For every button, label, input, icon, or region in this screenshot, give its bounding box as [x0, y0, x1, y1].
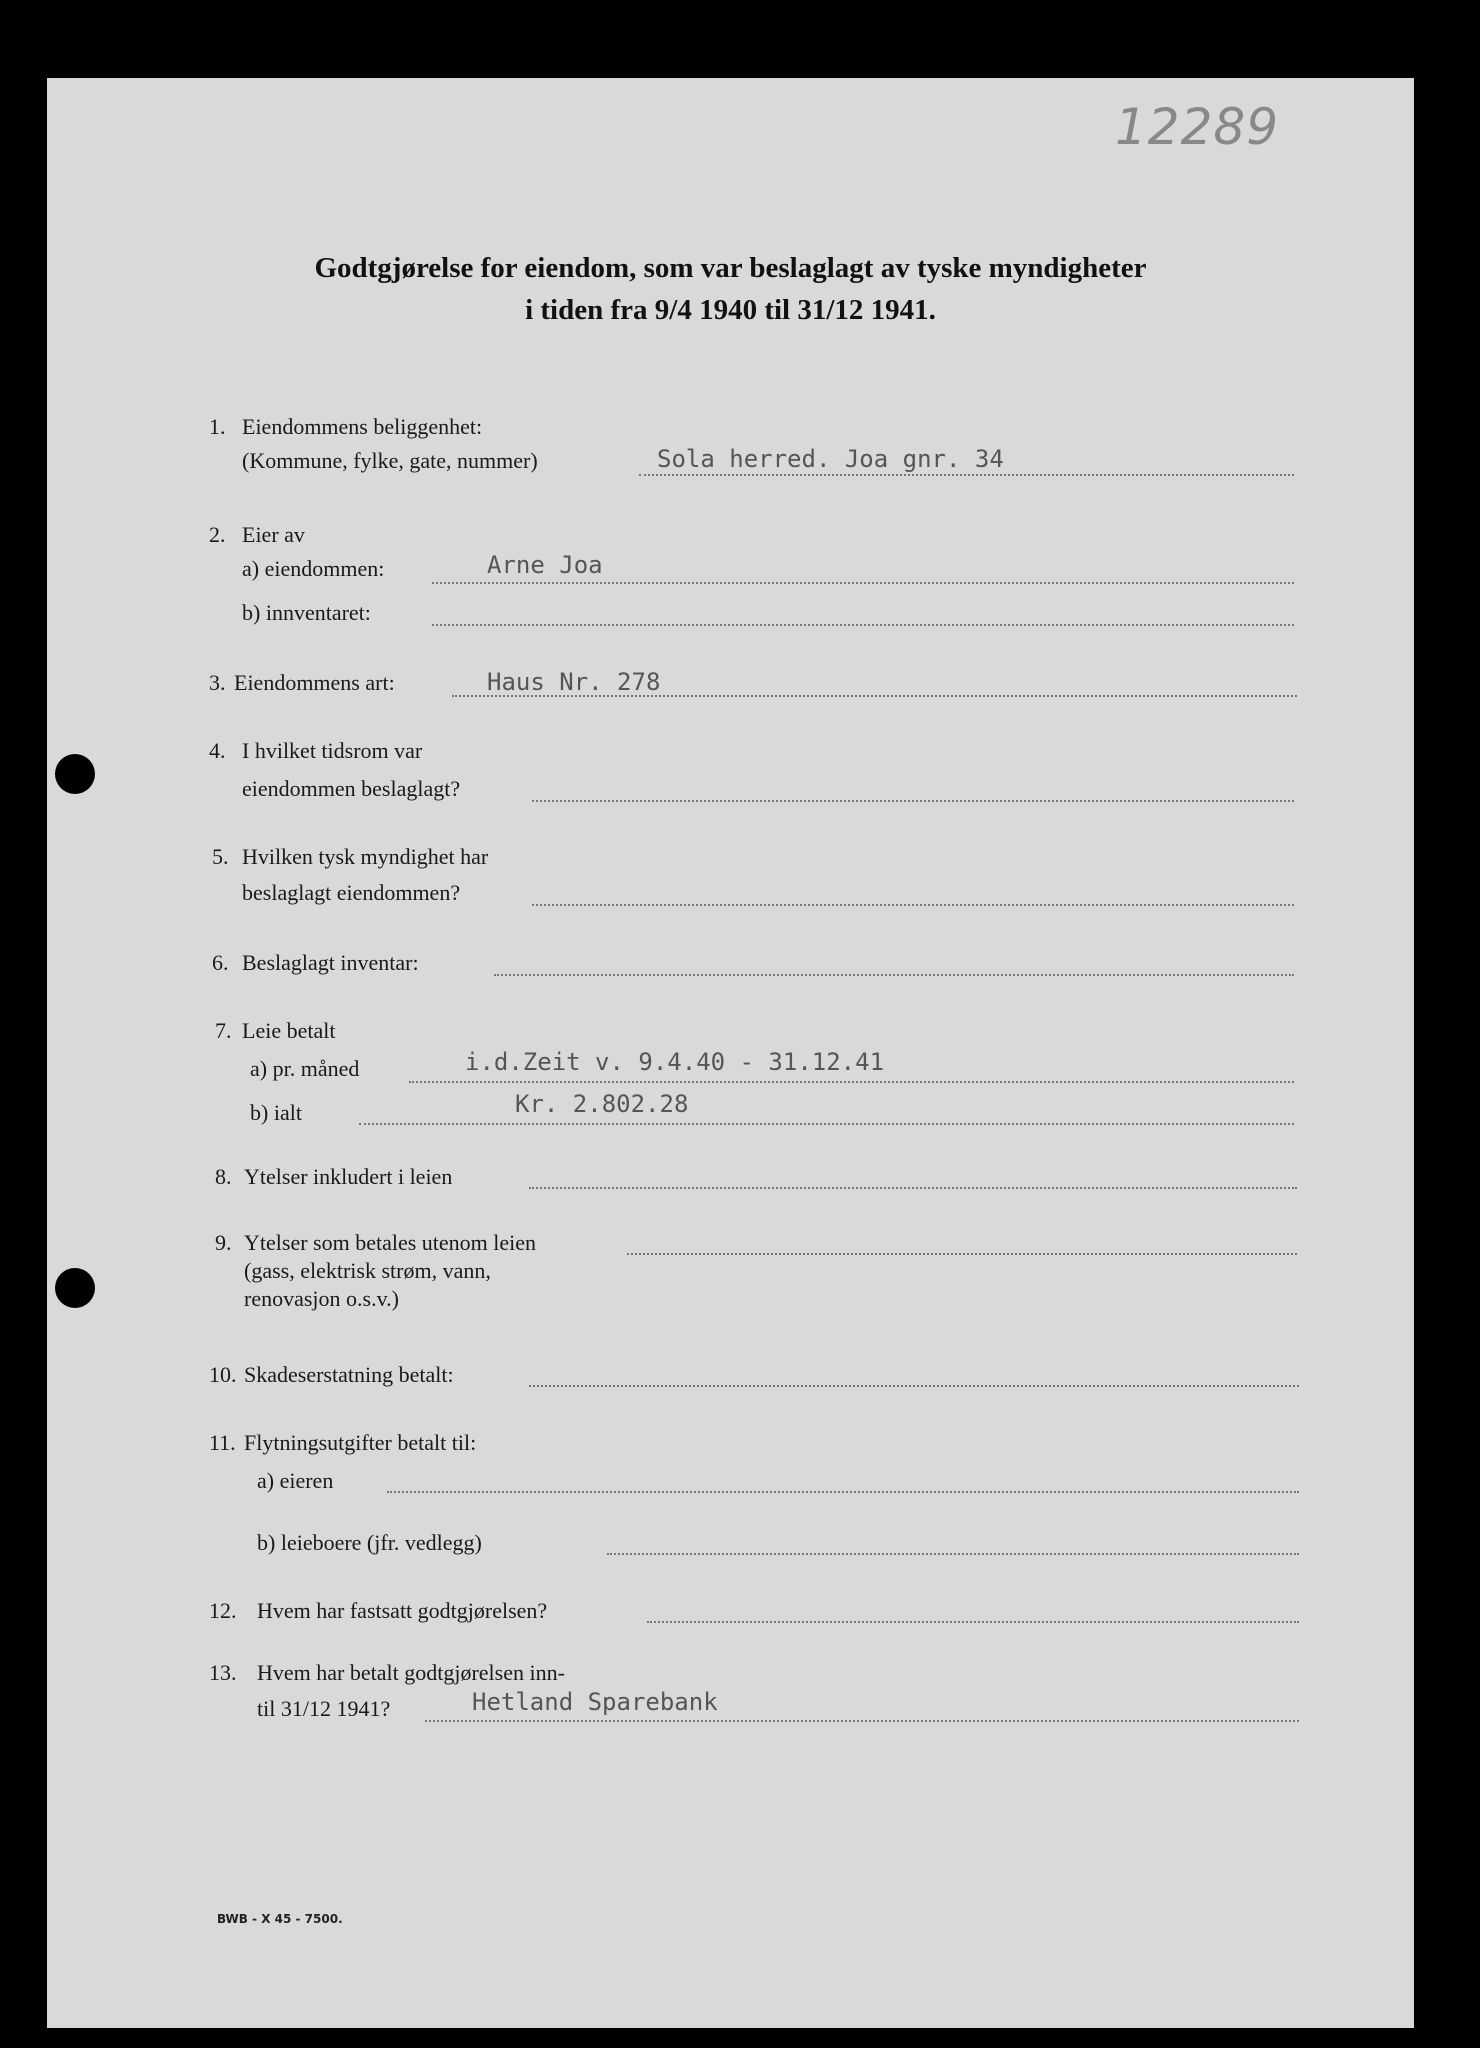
q11a-label: a) eieren [257, 1468, 334, 1493]
q1-sublabel: (Kommune, fylke, gate, nummer) [242, 448, 538, 473]
q11-label: Flytningsutgifter betalt til: [244, 1430, 477, 1455]
q5-label: Hvilken tysk myndighet har [242, 844, 489, 869]
q11a-dotted-line [387, 1491, 1299, 1493]
form-title-line1: Godtgjørelse for eiendom, som var beslaglagt av tyske myndigheter [314, 252, 1147, 284]
q13-dotted-line [425, 1720, 1299, 1722]
form-footer-code: BWB - X 45 - 7500. [217, 1912, 343, 1926]
q5-sublabel: beslaglagt eiendommen? [242, 880, 461, 905]
q7b-answer[interactable]: Kr. 2.802.28 [515, 1090, 689, 1118]
q5-dotted-line [532, 904, 1294, 906]
q2-number: 2. [209, 522, 226, 547]
punch-hole-bottom [55, 1268, 95, 1308]
archive-number: 12289 [1115, 98, 1280, 156]
q13-number: 13. [209, 1660, 237, 1685]
q1-answer[interactable]: Sola herred. Joa gnr. 34 [657, 445, 1004, 473]
q1-number: 1. [209, 414, 226, 439]
q2-label: Eier av [242, 522, 305, 547]
q12-dotted-line [647, 1621, 1299, 1623]
q2a-label: a) eiendommen: [242, 556, 385, 581]
q9-label: Ytelser som betales utenom leien [244, 1230, 537, 1255]
q4-number: 4. [209, 738, 226, 763]
q2a-answer[interactable]: Arne Joa [487, 551, 603, 579]
q9-sublabel1: (gass, elektrisk strøm, vann, [244, 1258, 491, 1283]
q12-label: Hvem har fastsatt godtgjørelsen? [257, 1598, 548, 1623]
q1-dotted-line [639, 474, 1294, 476]
q2b-dotted-line [432, 624, 1294, 626]
q7-label: Leie betalt [242, 1018, 336, 1043]
form-sheet [47, 78, 1414, 2028]
q5-number: 5. [212, 844, 229, 869]
q7a-answer[interactable]: i.d.Zeit v. 9.4.40 - 31.12.41 [465, 1048, 885, 1076]
q11-number: 11. [209, 1430, 236, 1455]
q10-dotted-line [529, 1385, 1299, 1387]
q7a-dotted-line [409, 1081, 1294, 1083]
q6-label: Beslaglagt inventar: [242, 950, 419, 975]
q13-answer[interactable]: Hetland Sparebank [472, 1688, 718, 1716]
q3-number: 3. [209, 670, 226, 695]
q10-number: 10. [209, 1362, 237, 1387]
q7a-label: a) pr. måned [250, 1056, 360, 1081]
form-title-line2: i tiden fra 9/4 1940 til 31/12 1941. [525, 294, 936, 326]
q12-number: 12. [209, 1598, 237, 1623]
q9-number: 9. [215, 1230, 232, 1255]
q9-dotted-line [627, 1253, 1297, 1255]
q6-dotted-line [494, 974, 1294, 976]
q8-number: 8. [215, 1164, 232, 1189]
q13-label: Hvem har betalt godtgjørelsen inn- [257, 1660, 565, 1685]
q10-label: Skadeserstatning betalt: [244, 1362, 454, 1387]
q4-sublabel: eiendommen beslaglagt? [242, 776, 461, 801]
q4-dotted-line [532, 800, 1294, 802]
q3-answer[interactable]: Haus Nr. 278 [487, 668, 661, 696]
q7b-label: b) ialt [250, 1100, 302, 1125]
q8-dotted-line [529, 1187, 1297, 1189]
q1-label: Eiendommens beliggenhet: [242, 414, 483, 439]
q2b-label: b) innventaret: [242, 600, 371, 625]
q9-sublabel2: renovasjon o.s.v.) [244, 1286, 399, 1311]
q11b-label: b) leieboere (jfr. vedlegg) [257, 1530, 482, 1555]
q3-label: Eiendommens art: [234, 670, 395, 695]
q2a-dotted-line [432, 582, 1294, 584]
punch-hole-top [55, 754, 95, 794]
q8-label: Ytelser inkludert i leien [244, 1164, 453, 1189]
q11b-dotted-line [607, 1553, 1299, 1555]
q6-number: 6. [212, 950, 229, 975]
q7b-dotted-line [359, 1123, 1294, 1125]
q4-label: I hvilket tidsrom var [242, 738, 423, 763]
q7-number: 7. [215, 1018, 232, 1043]
q13-sublabel: til 31/12 1941? [257, 1696, 391, 1721]
